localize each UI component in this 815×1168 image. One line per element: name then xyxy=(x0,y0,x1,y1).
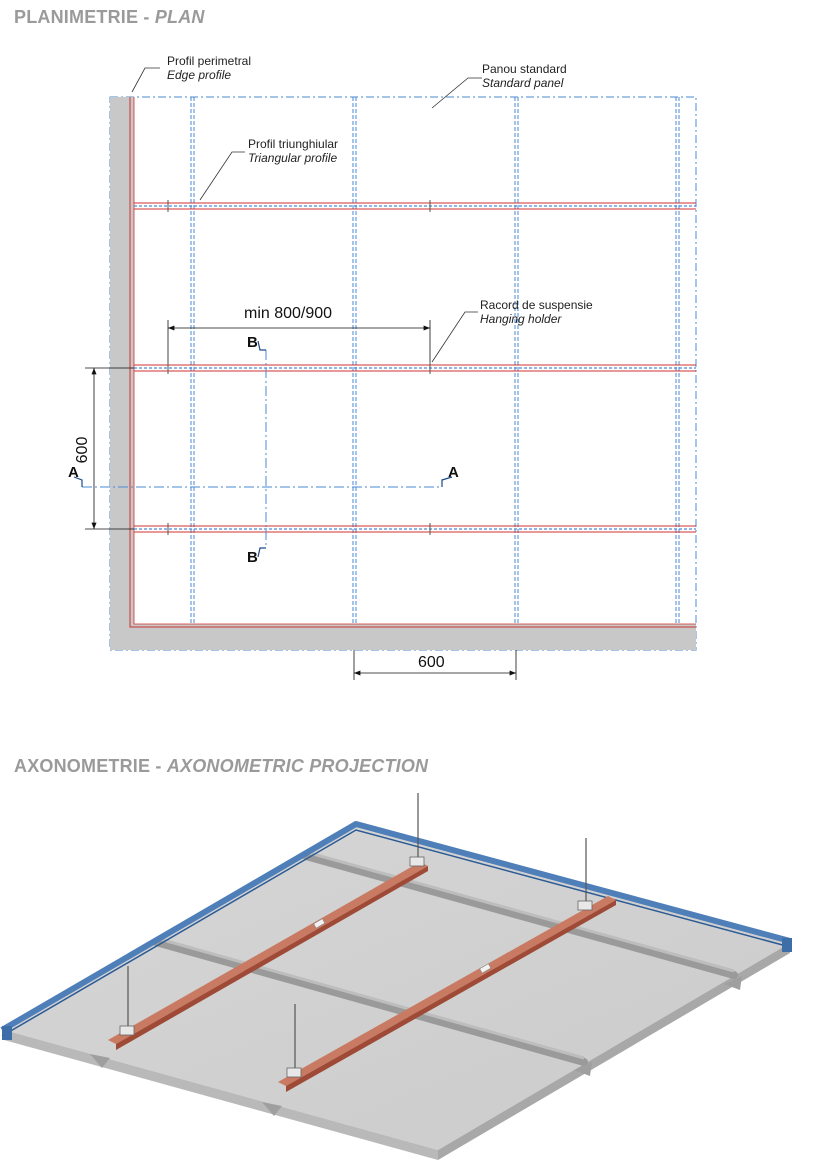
dimension-horizontal-module-label: 600 xyxy=(418,654,445,671)
triangular-profile-label-ro: Profil triunghiular xyxy=(248,137,339,151)
section-b-bottom-label: B xyxy=(247,549,258,566)
section-a-right-label: A xyxy=(448,464,459,481)
triangular-profile-label-en: Triangular profile xyxy=(248,151,338,165)
plan-heading: PLANIMETRIE - PLAN xyxy=(14,7,205,27)
section-b-top-label: B xyxy=(247,334,258,351)
axo-ceiling-surface xyxy=(4,826,790,1150)
standard-panel-label-ro: Panou standard xyxy=(482,62,567,76)
standard-panel-label-en: Standard panel xyxy=(482,76,564,90)
dimension-hanger-spacing-label: min 800/900 xyxy=(244,305,333,322)
hanging-holder-label-en: Hanging holder xyxy=(480,312,562,326)
axonometric-heading: AXONOMETRIE - AXONOMETRIC PROJECTION xyxy=(14,756,429,776)
edge-profile-label-en: Edge profile xyxy=(167,68,232,82)
section-a-left-label: A xyxy=(68,464,79,481)
hanging-holder-label-ro: Racord de suspensie xyxy=(480,298,593,312)
edge-profile-label-ro: Profil perimetral xyxy=(167,54,252,68)
dimension-vertical-module-label: 600 xyxy=(74,436,91,464)
